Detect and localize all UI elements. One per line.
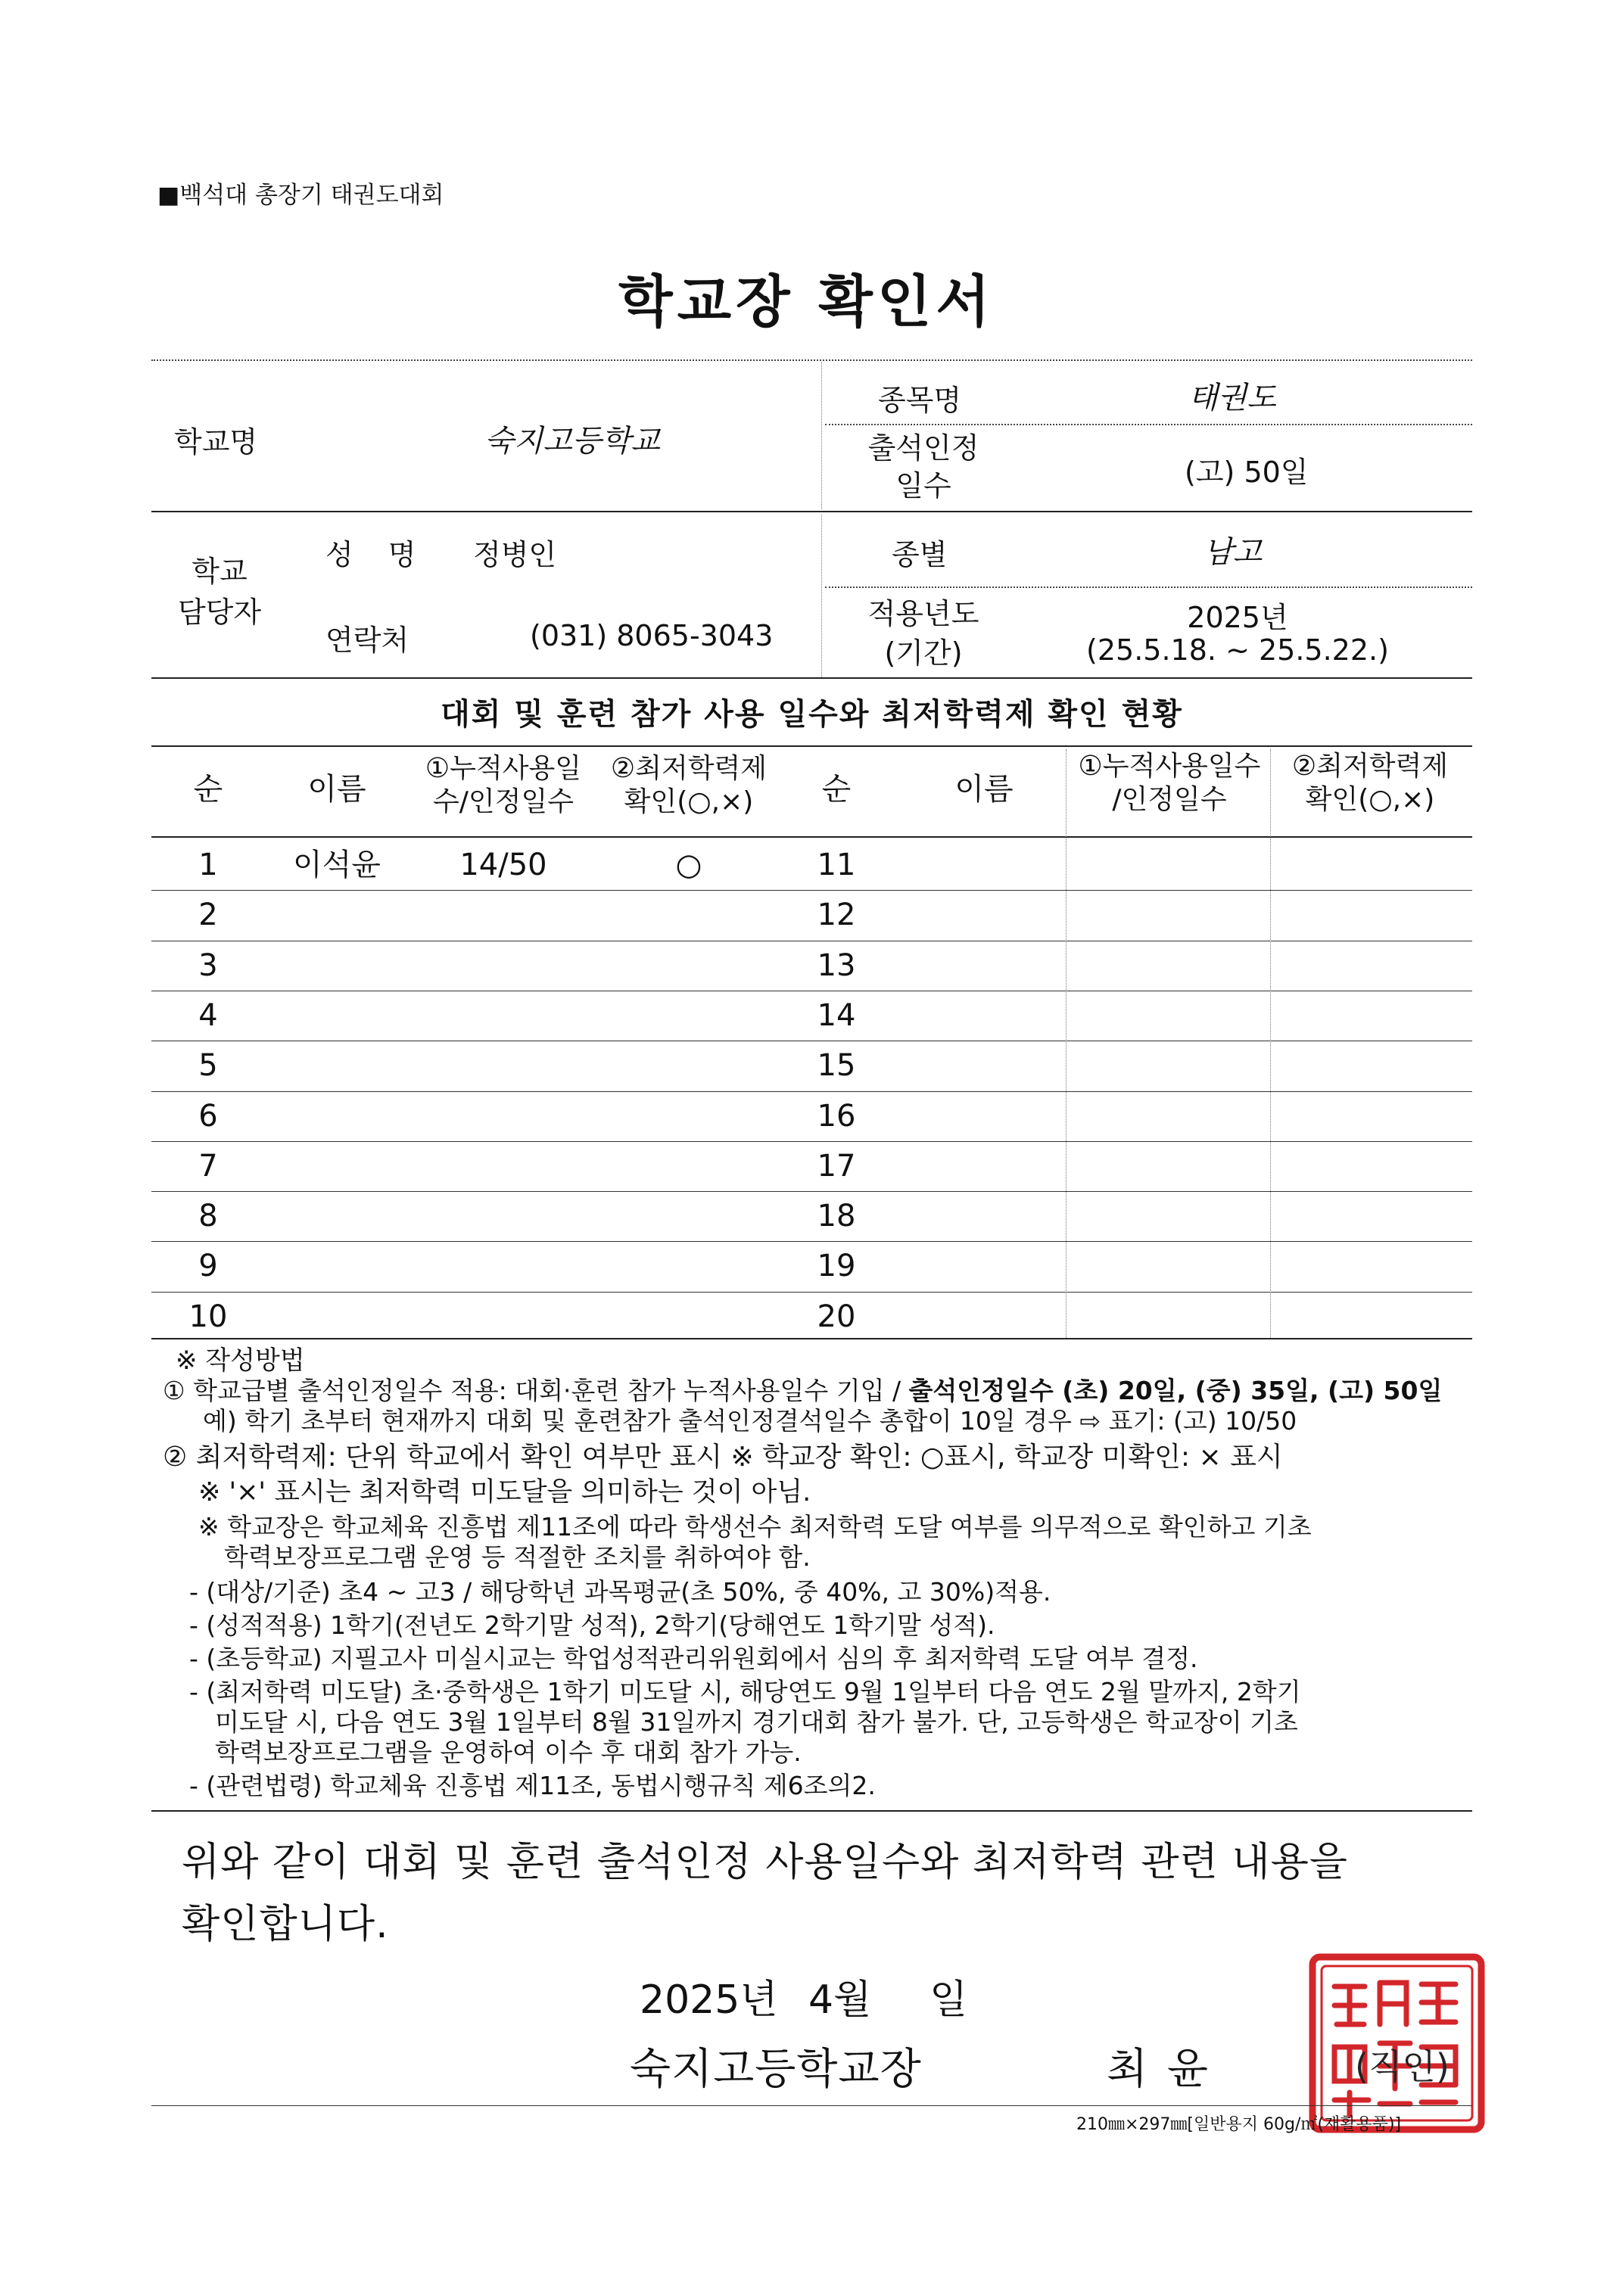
th-days-line1: ①누적사용일	[425, 753, 582, 784]
row-seq-right: 16	[817, 1098, 856, 1134]
th-check-right-line2: 확인(○,×)	[1305, 784, 1435, 815]
gender-value: 남고	[1204, 535, 1263, 570]
contact-label: 연락처	[325, 624, 409, 657]
row-seq: 8	[198, 1199, 218, 1234]
row-seq-right: 18	[817, 1199, 856, 1234]
row-divider	[151, 890, 1472, 891]
row-seq-right: 12	[817, 898, 856, 933]
row-seq: 6	[198, 1098, 218, 1134]
school-name-value: 숙지고등학교	[484, 424, 660, 459]
divider	[151, 1810, 1472, 1812]
contact-value: (031) 8065-3043	[530, 619, 774, 652]
column-divider	[1270, 749, 1271, 1338]
note-2-line2: ※ '×' 표시는 최저학력 미도달을 의미하는 것이 아님.	[198, 1477, 811, 1507]
divider	[151, 745, 1472, 747]
event-header: ■백석대 총장기 태권도대회	[157, 182, 444, 209]
note-2-line4: 학력보장프로그램 운영 등 적절한 조치를 취하여야 함.	[224, 1542, 811, 1572]
row-seq: 9	[198, 1249, 218, 1284]
note-1-prefix: ① 학교급별 출석인정일수 적용: 대회·훈련 참가 누적사용일수 기입 /	[163, 1376, 909, 1405]
row-seq-right: 17	[817, 1148, 856, 1184]
divider	[151, 2105, 1472, 2106]
year-value: 2025년	[1187, 601, 1288, 634]
school-name-label: 학교명	[174, 425, 258, 459]
confirm-line-2: 확인합니다.	[182, 1902, 389, 1947]
row-name: 이석윤	[293, 848, 381, 882]
bullet-4-line1: - (최저학력 미도달) 초·중학생은 1학기 미도달 시, 해당연도 9월 1일부터 다음 연도 2월 말까지, 2학기	[189, 1677, 1301, 1706]
date-day: 일	[929, 1977, 968, 2023]
th-days-right	[1067, 750, 1272, 817]
column-divider	[1066, 749, 1067, 1338]
manager-name-value: 정병인	[473, 538, 557, 571]
bullet-2: - (성적적용) 1학기(전년도 2학기말 성적), 2학기(당해연도 1학기말 성적).	[189, 1610, 995, 1640]
divider	[151, 1338, 1472, 1339]
th-days-right-line1: ①누적사용일수	[1078, 751, 1261, 782]
th-name-right: 이름	[954, 772, 1014, 807]
note-2-line1: ② 최저학력제: 단위 학교에서 확인 여부만 표시 ※ 학교장 확인: ○표시, 학교장 미확인: × 표시	[163, 1442, 1283, 1473]
row-seq: 10	[188, 1299, 228, 1334]
th-check	[598, 752, 780, 819]
row-divider	[151, 1292, 1472, 1293]
date-month: 4월	[808, 1977, 872, 2023]
th-check-right	[1272, 750, 1468, 817]
th-days	[413, 752, 594, 819]
confirm-line-1: 위와 같이 대회 및 훈련 출석인정 사용일수와 최저학력 관련 내용을	[182, 1840, 1349, 1885]
row-days: 14/50	[459, 848, 547, 882]
gender-label: 종별	[892, 538, 948, 571]
th-seq: 순	[193, 772, 223, 807]
manager-label-line1: 학교	[192, 555, 248, 588]
paper-spec: 210㎜×297㎜[일반용지 60g/㎡(재활용품)]	[1076, 2115, 1402, 2134]
attendance-value: (고) 50일	[1185, 456, 1309, 489]
divider	[151, 836, 1472, 838]
bullet-1: - (대상/기준) 초4 ~ 고3 / 해당학년 과목평균(초 50%, 중 40%, 고 30%)적용.	[189, 1577, 1051, 1607]
divider	[151, 511, 1472, 512]
note-2-line3: ※ 학교장은 학교체육 진흥법 제11조에 따라 학생선수 최저학력 도달 여부를 의무적으로 확인하고 기초	[198, 1512, 1312, 1542]
page-title: 학교장 확인서	[618, 269, 995, 334]
sport-value: 태권도	[1188, 381, 1276, 415]
row-divider	[151, 1241, 1472, 1242]
row-seq-right: 19	[817, 1249, 856, 1284]
th-check-right-line1: ②최저학력제	[1291, 751, 1449, 782]
divider	[825, 424, 1472, 425]
period-value: (25.5.18. ~ 25.5.22.)	[1086, 633, 1389, 667]
seal-mark-text: (직인)	[1355, 2046, 1450, 2087]
divider	[821, 362, 822, 509]
section-title: 대회 및 훈련 참가 사용 일수와 최저학력제 확인 현황	[441, 697, 1183, 732]
attendance-label-line1: 출석인정	[867, 431, 979, 465]
note-1-line2: 예) 학기 초부터 현재까지 대회 및 훈련참가 출석인정결석일수 총합이 10일 경우 ⇨ 표기: (고) 10/50	[203, 1406, 1297, 1436]
th-check-line1: ②최저학력제	[610, 753, 768, 784]
bullet-4-line3: 학력보장프로그램을 운영하여 이수 후 대회 참가 가능.	[215, 1738, 802, 1767]
divider	[151, 359, 1472, 361]
row-seq: 1	[198, 848, 218, 882]
divider	[821, 515, 822, 677]
year-label	[833, 594, 1014, 673]
row-seq-right: 20	[817, 1299, 856, 1334]
row-seq: 2	[198, 898, 218, 933]
row-seq-right: 13	[817, 947, 856, 983]
row-seq: 7	[198, 1148, 218, 1184]
principal-name: 최 윤	[1107, 2045, 1211, 2094]
year-label-line1: 적용년도	[867, 597, 979, 630]
row-divider	[151, 1091, 1472, 1092]
th-check-line2: 확인(○,×)	[624, 786, 754, 817]
th-days-right-line2: /인정일수	[1112, 784, 1227, 815]
row-divider	[151, 1191, 1472, 1192]
note-1-bold: 출석인정일수 (초) 20일, (중) 35일, (고) 50일	[908, 1376, 1443, 1405]
row-seq-right: 14	[817, 997, 856, 1033]
row-seq: 3	[198, 947, 218, 983]
date-year: 2025년	[640, 1977, 778, 2023]
row-seq-right: 11	[817, 848, 856, 882]
year-label-line2: (기간)	[884, 636, 963, 670]
row-seq: 4	[198, 997, 218, 1033]
note-1	[163, 1376, 1442, 1406]
row-check: ○	[675, 848, 702, 882]
divider	[825, 586, 1472, 588]
th-days-line2: 수/인정일수	[432, 786, 574, 817]
manager-label-line2: 담당자	[177, 596, 262, 629]
attendance-label	[833, 429, 1014, 505]
th-seq-right: 순	[821, 772, 852, 807]
divider	[151, 677, 1472, 679]
row-seq-right: 15	[817, 1048, 856, 1084]
th-name: 이름	[307, 772, 366, 807]
manager-name-label: 성 명	[325, 538, 419, 571]
notes-heading: ※ 작성방법	[176, 1346, 305, 1376]
bullet-3: - (초등학교) 지필고사 미실시교는 학업성적관리위원회에서 심의 후 최저학력 도달 여부 결정.	[189, 1644, 1198, 1673]
bullet-4-line2: 미도달 시, 다음 연도 3월 1일부터 8월 31일까지 경기대회 참가 불가. 단, 고등학생은 학교장이 기초	[215, 1707, 1298, 1737]
row-seq: 5	[198, 1048, 218, 1084]
row-divider	[151, 1141, 1472, 1142]
attendance-label-line2: 일수	[895, 469, 951, 502]
manager-label	[163, 551, 276, 633]
bullet-5: - (관련법령) 학교체육 진흥법 제11조, 동법시행규칙 제6조의2.	[189, 1771, 876, 1800]
principal-title: 숙지고등학교장	[630, 2045, 922, 2094]
sport-label: 종목명	[878, 384, 962, 417]
